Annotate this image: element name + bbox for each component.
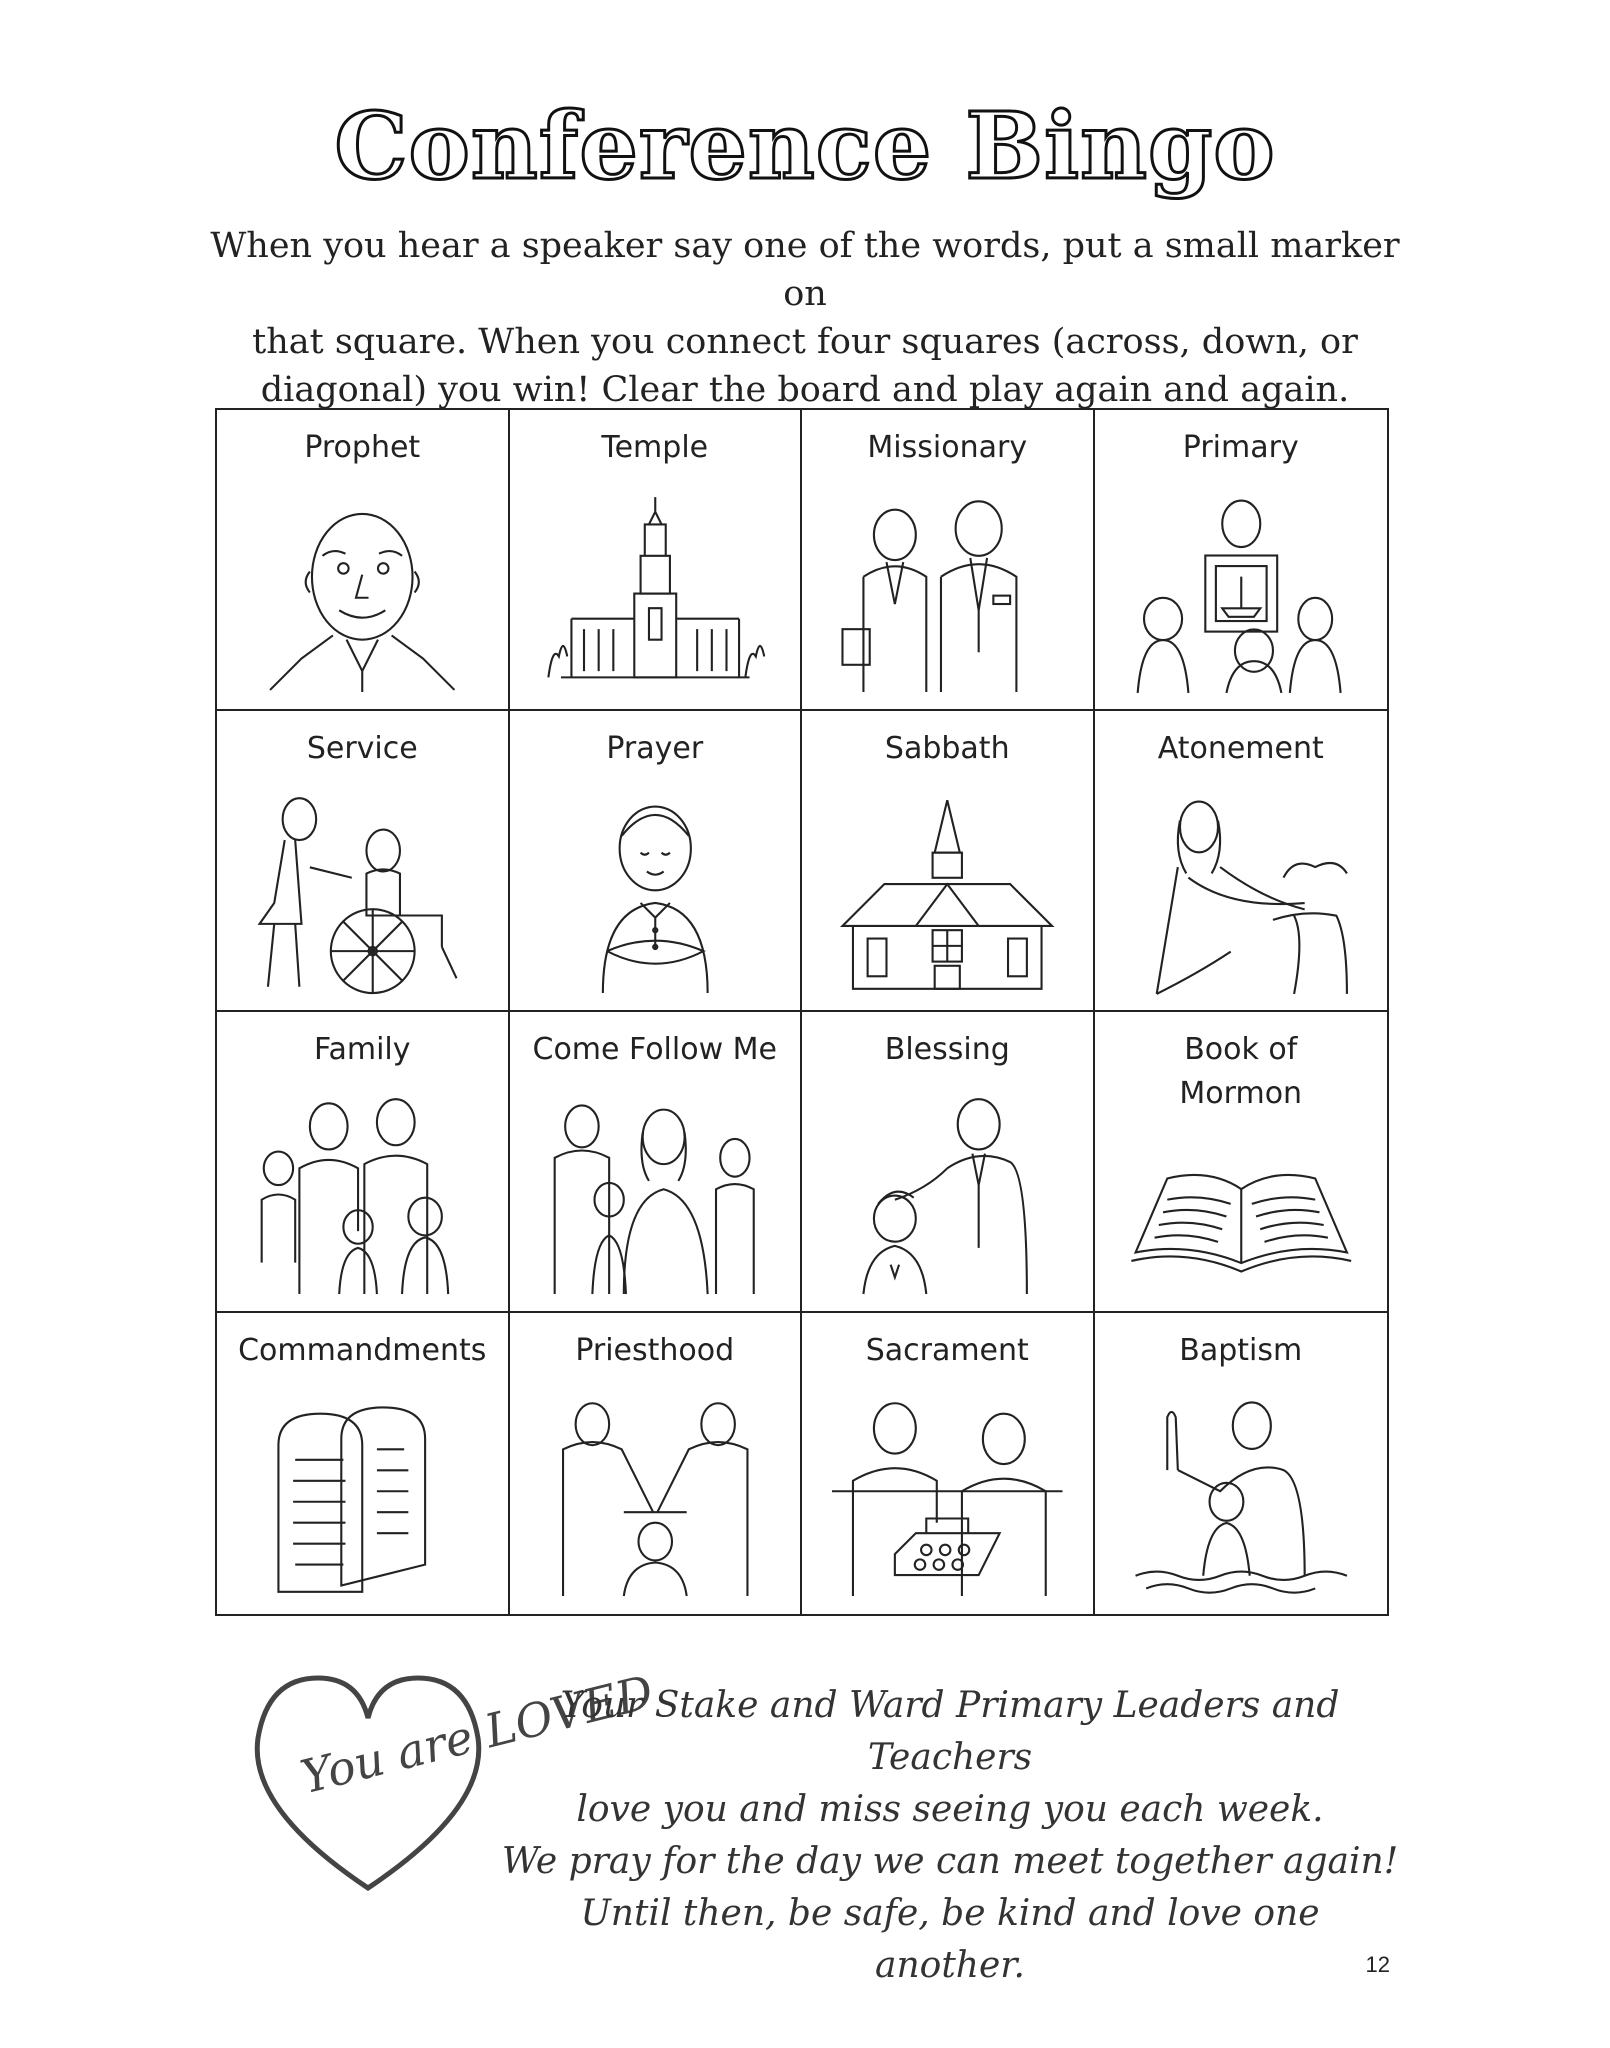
bingo-square-prophet[interactable] xyxy=(217,410,510,711)
baptism-icon xyxy=(1125,1391,1358,1602)
jesus-with-children-icon xyxy=(540,1090,771,1299)
square-label: Prophet xyxy=(304,430,421,465)
instructions-line: diagonal) you win! Clear the board and play again and again. xyxy=(260,370,1350,410)
missionaries-icon xyxy=(832,488,1063,697)
bingo-square-temple[interactable] xyxy=(510,410,803,711)
bingo-square-come-follow-me[interactable] xyxy=(510,1012,803,1313)
bingo-square-blessing[interactable] xyxy=(802,1012,1095,1313)
bingo-board xyxy=(215,408,1389,1616)
instructions xyxy=(200,222,1410,414)
heart-icon xyxy=(248,1664,659,1898)
square-label: Missionary xyxy=(867,430,1028,465)
prophet-portrait-icon xyxy=(247,488,478,697)
instructions-line: When you hear a speaker say one of the words, put a small marker on xyxy=(210,226,1400,314)
message-line: Your Stake and Ward Primary Leaders and Teachers xyxy=(560,1685,1340,1778)
instructions-line: that square. When you connect four squares (across, down, or xyxy=(252,322,1358,362)
sacrament-tray-icon xyxy=(832,1391,1063,1602)
page-title: Conference Bingo xyxy=(334,92,1276,200)
temple-icon xyxy=(540,488,771,697)
bingo-square-priesthood[interactable] xyxy=(510,1313,803,1614)
bingo-square-book-of-mormon[interactable] xyxy=(1095,1012,1388,1313)
square-label: Baptism xyxy=(1179,1333,1303,1368)
page-number: 12 xyxy=(1365,1952,1390,1977)
square-label: Priesthood xyxy=(575,1333,735,1368)
square-label: Temple xyxy=(601,430,709,465)
bingo-square-sabbath[interactable] xyxy=(802,711,1095,1012)
bingo-square-sacrament[interactable] xyxy=(802,1313,1095,1614)
square-label: Service xyxy=(306,731,418,766)
bingo-square-atonement[interactable] xyxy=(1095,711,1388,1012)
stone-tablets-icon xyxy=(247,1391,478,1602)
praying-child-icon xyxy=(540,789,771,998)
priesthood-blessing-icon xyxy=(540,1391,771,1602)
square-label: Sacrament xyxy=(865,1333,1029,1368)
square-label: Come Follow Me xyxy=(532,1032,777,1067)
bingo-square-family[interactable] xyxy=(217,1012,510,1313)
primary-class-icon xyxy=(1125,488,1358,697)
message-line: We pray for the day we can meet together again! xyxy=(501,1841,1399,1882)
bingo-square-service[interactable] xyxy=(217,711,510,1012)
square-label: Primary xyxy=(1182,430,1299,465)
open-book-icon xyxy=(1125,1132,1358,1299)
square-label: Family xyxy=(313,1032,411,1067)
square-label: Blessing xyxy=(884,1032,1010,1067)
jesus-praying-icon xyxy=(1125,789,1358,998)
message-line: Until then, be safe, be kind and love one another. xyxy=(580,1893,1320,1986)
chapel-icon xyxy=(832,789,1063,998)
bingo-square-commandments[interactable] xyxy=(217,1313,510,1614)
bingo-square-missionary[interactable] xyxy=(802,410,1095,711)
square-label: Commandments xyxy=(238,1333,487,1368)
square-label: Sabbath xyxy=(884,731,1010,766)
family-icon xyxy=(247,1090,478,1299)
square-label: Atonement xyxy=(1157,731,1324,766)
wheelchair-service-icon xyxy=(247,789,478,998)
heart-text: You are LOVED xyxy=(295,1664,659,1805)
bingo-square-prayer[interactable] xyxy=(510,711,803,1012)
bingo-square-primary[interactable] xyxy=(1095,410,1388,711)
square-label: Prayer xyxy=(606,731,704,766)
bingo-square-baptism[interactable] xyxy=(1095,1313,1388,1614)
closing-message xyxy=(500,1680,1400,1992)
square-label: Book of Mormon xyxy=(1179,1032,1303,1111)
blessing-icon xyxy=(832,1090,1063,1299)
message-line: love you and miss seeing you each week. xyxy=(576,1789,1324,1830)
